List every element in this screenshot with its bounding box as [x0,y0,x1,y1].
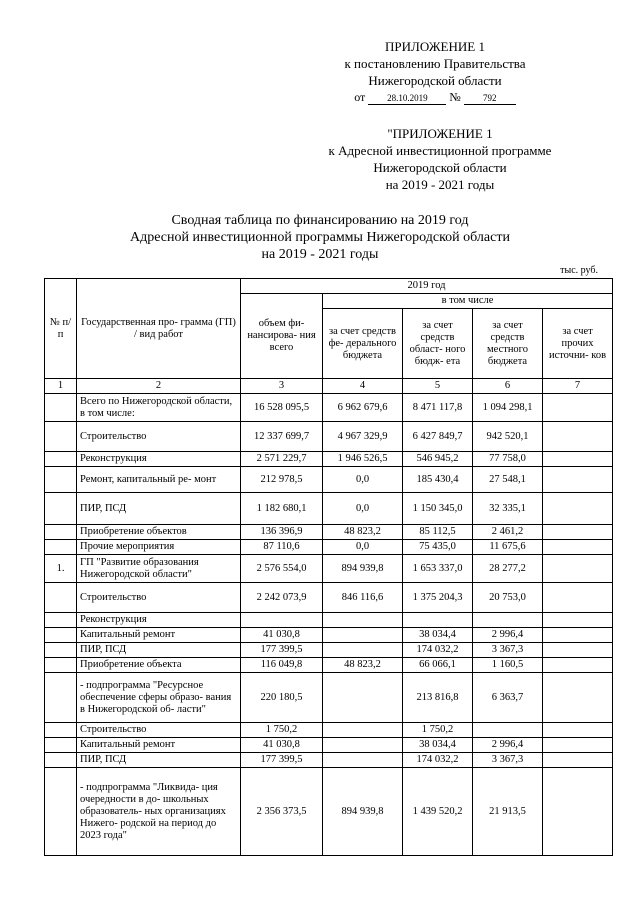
appendix-title: "ПРИЛОЖЕНИЕ 1 [387,126,493,141]
number-label: № [449,90,461,104]
header-regional: за счет средств област- ного бюдж- ета [403,309,473,379]
header-num: № п/ п [45,279,77,379]
header-federal: за счет средств фе- дерального бюджета [323,309,403,379]
row-number [45,394,77,422]
value-total: 1 750,2 [241,723,323,738]
row-number [45,467,77,493]
value-total: 41 030,8 [241,628,323,643]
value-other [543,540,613,555]
value-total: 12 337 699,7 [241,422,323,452]
header-including: в том числе [323,294,613,309]
appendix-line: к постановлению Правительства [344,56,526,71]
value-total: 1 182 680,1 [241,493,323,525]
table-row [45,613,613,628]
value-regional: 75 435,0 [403,540,473,555]
value-regional: 38 034,4 [403,628,473,643]
value-other [543,555,613,583]
value-federal: 1 946 526,5 [323,452,403,467]
value-federal: 6 962 679,6 [323,394,403,422]
column-number: 3 [241,379,323,394]
header-local: за счет средств местного бюджета [473,309,543,379]
value-local: 32 335,1 [473,493,543,525]
value-other [543,525,613,540]
appendix-line: Нижегородской области [368,73,502,88]
row-number [45,628,77,643]
appendix-line: на 2019 - 2021 годы [385,177,495,192]
row-number [45,540,77,555]
row-number [45,422,77,452]
value-federal [323,753,403,768]
row-name: ГП "Развитие образования Нижегородской области" [77,555,241,583]
row-name: Реконструкция [77,452,241,467]
value-local: 27 548,1 [473,467,543,493]
value-regional: 174 032,2 [403,753,473,768]
table-row [45,658,613,673]
value-total [241,613,323,628]
value-total: 87 110,6 [241,540,323,555]
row-name: Всего по Нижегородской области, в том числе: [77,394,241,422]
column-number: 5 [403,379,473,394]
row-name: Приобретение объекта [77,658,241,673]
value-total: 220 180,5 [241,673,323,723]
value-local: 21 913,5 [473,768,543,856]
value-local: 3 367,3 [473,643,543,658]
value-regional: 546 945,2 [403,452,473,467]
value-local: 3 367,3 [473,753,543,768]
row-name: Реконструкция [77,613,241,628]
column-number: 1 [45,379,77,394]
value-regional: 1 150 345,0 [403,493,473,525]
decree-number: 792 [464,92,516,105]
value-total: 136 396,9 [241,525,323,540]
table-row [45,753,613,768]
table-row [45,467,613,493]
value-federal [323,643,403,658]
value-other [543,394,613,422]
value-local [473,723,543,738]
value-total: 2 576 554,0 [241,555,323,583]
value-other [543,723,613,738]
value-other [543,753,613,768]
value-regional: 1 653 337,0 [403,555,473,583]
row-name: Приобретение объектов [77,525,241,540]
value-regional: 1 750,2 [403,723,473,738]
value-local: 2 996,4 [473,628,543,643]
table-row [45,768,613,856]
header-total: объем фи- нансирова- ния всего [241,294,323,379]
row-number [45,658,77,673]
row-number [45,583,77,613]
appendix-header [290,38,580,106]
table-row [45,673,613,723]
value-federal: 48 823,2 [323,658,403,673]
value-federal [323,628,403,643]
value-total: 2 356 373,5 [241,768,323,856]
table-row [45,525,613,540]
table-row [45,643,613,658]
value-regional: 1 439 520,2 [403,768,473,856]
value-federal [323,723,403,738]
value-other [543,613,613,628]
value-total: 116 049,8 [241,658,323,673]
value-local: 2 996,4 [473,738,543,753]
appendix-line: к Адресной инвестиционной программе [328,143,552,158]
row-name: Ремонт, капитальный ре- монт [77,467,241,493]
value-total: 212 978,5 [241,467,323,493]
column-number: 2 [77,379,241,394]
value-other [543,673,613,723]
document-title [60,212,580,263]
row-name: Строительство [77,422,241,452]
column-number: 6 [473,379,543,394]
value-regional [403,613,473,628]
row-number [45,768,77,856]
row-number [45,738,77,753]
value-other [543,452,613,467]
value-federal: 0,0 [323,540,403,555]
value-regional: 213 816,8 [403,673,473,723]
value-regional: 1 375 204,3 [403,583,473,613]
value-regional: 66 066,1 [403,658,473,673]
value-local: 942 520,1 [473,422,543,452]
row-name: ПИР, ПСД [77,753,241,768]
value-federal: 48 823,2 [323,525,403,540]
row-name: ПИР, ПСД [77,643,241,658]
value-local: 1 094 298,1 [473,394,543,422]
unit-label: тыс. руб. [560,265,598,276]
row-name: Строительство [77,723,241,738]
column-number: 7 [543,379,613,394]
value-local: 6 363,7 [473,673,543,723]
value-federal: 0,0 [323,493,403,525]
row-name: ПИР, ПСД [77,493,241,525]
value-local [473,613,543,628]
row-number [45,452,77,467]
value-local: 11 675,6 [473,540,543,555]
row-number [45,613,77,628]
row-number [45,525,77,540]
value-total: 16 528 095,5 [241,394,323,422]
value-federal: 4 967 329,9 [323,422,403,452]
row-name: Капитальный ремонт [77,738,241,753]
value-federal [323,673,403,723]
column-number: 4 [323,379,403,394]
value-federal: 846 116,6 [323,583,403,613]
value-federal [323,738,403,753]
value-regional: 174 032,2 [403,643,473,658]
table-row [45,540,613,555]
table-row [45,422,613,452]
row-number: 1. [45,555,77,583]
table-row [45,555,613,583]
value-other [543,658,613,673]
decree-date: 28.10.2019 [368,92,446,105]
title-line: Адресной инвестиционной программы Нижегородской области [130,230,510,245]
table-row [45,723,613,738]
value-regional: 38 034,4 [403,738,473,753]
value-local: 1 160,5 [473,658,543,673]
value-federal: 894 939,8 [323,555,403,583]
row-name: Строительство [77,583,241,613]
appendix-line: Нижегородской области [373,160,507,175]
value-other [543,738,613,753]
row-name: Капитальный ремонт [77,628,241,643]
table-row [45,452,613,467]
value-local: 2 461,2 [473,525,543,540]
decree-date-line [290,89,580,106]
value-total: 177 399,5 [241,643,323,658]
value-total: 2 242 073,9 [241,583,323,613]
value-local: 77 758,0 [473,452,543,467]
table-row [45,738,613,753]
title-line: на 2019 - 2021 годы [261,247,379,262]
header-program: Государственная про- грамма (ГП) / вид работ [77,279,241,379]
value-federal [323,613,403,628]
value-other [543,467,613,493]
value-federal: 894 939,8 [323,768,403,856]
value-other [543,422,613,452]
table-row [45,583,613,613]
row-number [45,753,77,768]
value-other [543,628,613,643]
financing-table [44,278,613,856]
column-number-row [45,379,613,394]
row-name: - подпрограмма "Ликвида- ция очередности в до- школьных образователь- ных организациях Нижего- родской на период до 2023 года" [77,768,241,856]
table-row [45,628,613,643]
row-name: Прочие мероприятия [77,540,241,555]
value-federal: 0,0 [323,467,403,493]
value-total: 2 571 229,7 [241,452,323,467]
appendix-title: ПРИЛОЖЕНИЕ 1 [385,39,485,54]
table-row [45,394,613,422]
header-other: за счет прочих источни- ков [543,309,613,379]
value-regional: 85 112,5 [403,525,473,540]
program-appendix-header [275,125,605,193]
row-number [45,723,77,738]
value-regional: 8 471 117,8 [403,394,473,422]
header-year: 2019 год [241,279,613,294]
value-regional: 185 430,4 [403,467,473,493]
value-local: 28 277,2 [473,555,543,583]
title-line: Сводная таблица по финансированию на 2019 год [171,213,469,228]
value-other [543,768,613,856]
value-other [543,583,613,613]
row-number [45,643,77,658]
row-name: - подпрограмма "Ресурсное обеспечение сферы образо- вания в Нижегородской об- ласти" [77,673,241,723]
from-label: от [354,90,366,104]
value-total: 177 399,5 [241,753,323,768]
value-other [543,493,613,525]
row-number [45,673,77,723]
value-total: 41 030,8 [241,738,323,753]
value-local: 20 753,0 [473,583,543,613]
value-other [543,643,613,658]
row-number [45,493,77,525]
value-regional: 6 427 849,7 [403,422,473,452]
table-row [45,493,613,525]
